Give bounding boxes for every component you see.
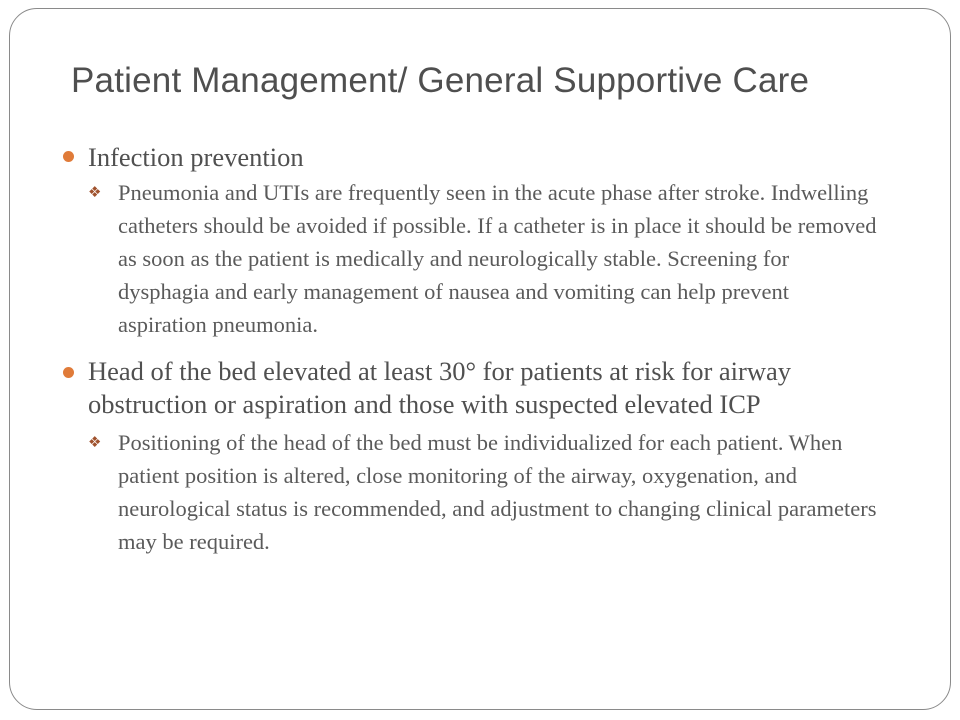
bullet-item-head-of-bed [60, 355, 880, 558]
sub-bullet-text: Positioning of the head of the bed must be individualized for each patient. When patient position is altered, close monitoring of the airway, oxygenation, and neurological status is recommended, and adjustment to changing clinical parameters may be required. [118, 430, 877, 554]
sub-bullet-text: Pneumonia and UTIs are frequently seen in the acute phase after stroke. Indwelling catheters should be avoided if possible. If a catheter is in place it should be removed as soon as the patient is medically and neurologically stable. Screening for dysphagia and early management of nausea and vomiting can help prevent aspiration pneumonia. [118, 180, 877, 337]
slide-frame [9, 8, 951, 710]
bullet-item-infection-prevention [60, 141, 880, 341]
diamond-four-petal-icon: ❖ [88, 433, 102, 451]
orange-dot-icon [63, 151, 74, 162]
bullet-text: Infection prevention [88, 142, 304, 172]
slide-body [60, 141, 880, 558]
bullet-text: Head of the bed elevated at least 30° for patients at risk for airway obstruction or aspiration and those with suspected elevated ICP [88, 356, 792, 419]
diamond-four-petal-icon: ❖ [88, 183, 102, 201]
orange-dot-icon [63, 367, 74, 378]
sub-bullet-item [88, 176, 880, 341]
slide-title: Patient Management/ General Supportive Care [71, 61, 810, 100]
sub-bullet-item [88, 426, 880, 558]
